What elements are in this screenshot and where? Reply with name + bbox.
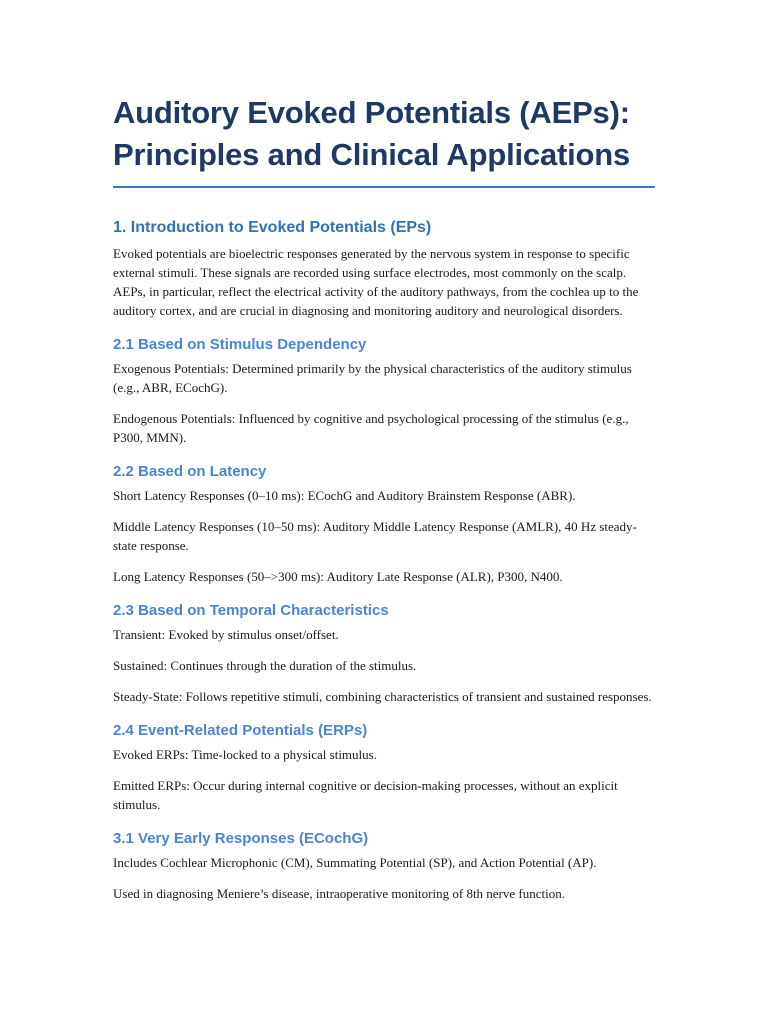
section-stimulus-dependency [113,335,655,447]
paragraph: Evoked potentials are bioelectric responses generated by the nervous system in response to specific external stimuli. These signals are recorded using surface electrodes, most commonly on the scalp. AEPs, in particular, reflect the electrical activity of the auditory pathways, from the cochlea up to the auditory cortex, and are crucial in diagnosing and monitoring auditory and neurological disorders. [113,246,639,318]
title-line-1: Auditory Evoked Potentials (AEPs): [113,95,630,130]
title-divider [113,186,655,188]
paragraph: Short Latency Responses (0–10 ms): ECochG and Auditory Brainstem Response (ABR). [113,488,576,503]
document-title [113,92,655,176]
section-temporal-characteristics [113,601,655,706]
paragraph: Long Latency Responses (50–>300 ms): Auditory Late Response (ALR), P300, N400. [113,569,563,584]
subsection-heading: 2.1 Based on Stimulus Dependency [113,336,367,353]
paragraph: Transient: Evoked by stimulus onset/offset. [113,627,339,642]
paragraph: Emitted ERPs: Occur during internal cognitive or decision-making processes, without an explicit stimulus. [113,778,618,812]
paragraph: Sustained: Continues through the duration of the stimulus. [113,658,417,673]
subsection-heading: 2.3 Based on Temporal Characteristics [113,602,389,619]
paragraph: Includes Cochlear Microphonic (CM), Summating Potential (SP), and Action Potential (AP). [113,855,597,870]
paragraph: Exogenous Potentials: Determined primarily by the physical characteristics of the auditory stimulus (e.g., ABR, ECochG). [113,361,632,395]
section-latency [113,462,655,586]
paragraph: Middle Latency Responses (10–50 ms): Auditory Middle Latency Response (AMLR), 40 Hz steady-state response. [113,519,637,553]
subsection-heading: 2.4 Event-Related Potentials (ERPs) [113,722,368,739]
subsection-heading: 3.1 Very Early Responses (ECochG) [113,830,369,847]
section-introduction [113,218,655,320]
subsection-heading: 2.2 Based on Latency [113,463,267,480]
document-page [113,92,655,903]
section-event-related-potentials [113,721,655,814]
paragraph: Used in diagnosing Meniere’s disease, intraoperative monitoring of 8th nerve function. [113,886,565,901]
paragraph: Evoked ERPs: Time-locked to a physical stimulus. [113,747,377,762]
section-heading: 1. Introduction to Evoked Potentials (EPs) [113,219,432,236]
paragraph: Steady-State: Follows repetitive stimuli, combining characteristics of transient and sustained responses. [113,689,652,704]
title-line-2: Principles and Clinical Applications [113,137,631,172]
paragraph: Endogenous Potentials: Influenced by cognitive and psychological processing of the stimulus (e.g., P300, MMN). [113,411,629,445]
section-very-early-responses [113,829,655,903]
